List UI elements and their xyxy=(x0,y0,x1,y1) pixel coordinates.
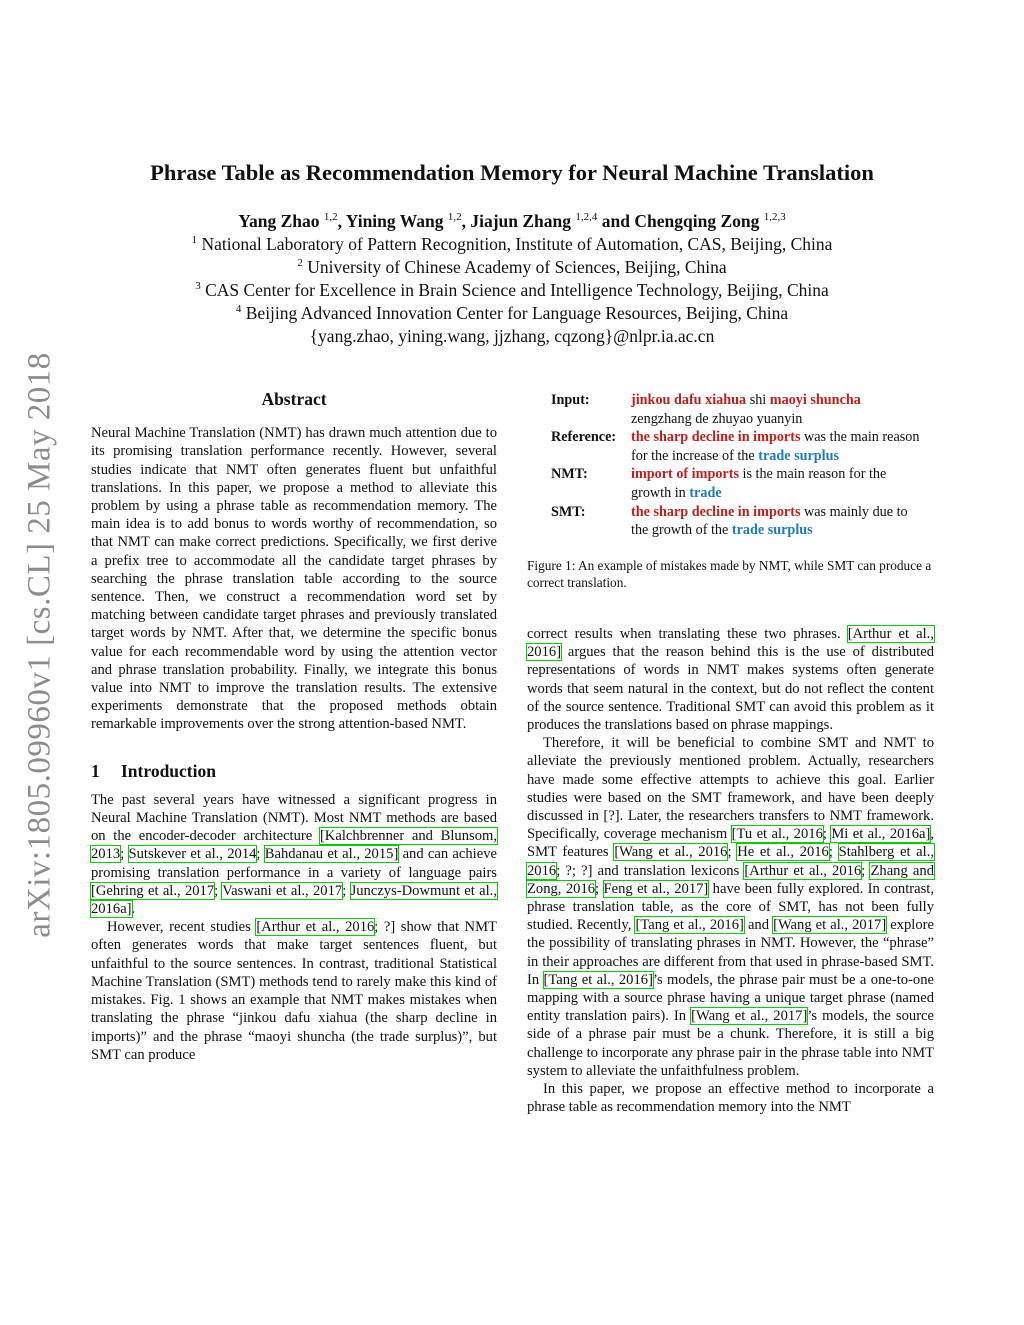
intro-paragraph: The past several years have witnessed a significant progress in Neural Machine Translation (NMT). Most NMT methods are based on the encoder-decoder architecture [Kalchbrenner and Blunsom, 2013; Sutskever et al., 2014; Bahdanau et al., 2015] and can achieve promising translation performance in a variety of language pairs [Gehring et al., 2017; Vaswani et al., 2017; Junczys-Dowmunt et al., 2016a]. xyxy=(91,791,497,918)
author-affil: 1,2,4 xyxy=(575,211,598,224)
arxiv-identifier-text: arXiv:1805.09960v1 [cs.CL] 25 May 2018 xyxy=(21,352,58,938)
author-name: Yang Zhao xyxy=(238,211,320,231)
author-names: Yang Zhao $^{1,2}$, Yining Wang $^{1,2}$, Jiajun Zhang $^{1,2,4}$ and Chengqing Zong $^{1,2,3}$ xyxy=(238,211,786,231)
intro-paragraph: However, recent studies [Arthur et al., 2016; ?] show that NMT often generates words that make target sentences fluent, but unfaithful to the source sentences. In contrast, traditional Statistical Machine Translation (SMT) methods tend to rarely make this kind of mistakes. Fig. 1 shows an example that NMT makes mistakes when translating the phrase “jinkou dafu xiahua (the sharp decline in imports)” and the phrase “maoyi shuncha (the trade surplus)”, but SMT can produce xyxy=(91,919,497,1063)
author-affil: 1,2,3 xyxy=(763,211,786,224)
section-number: 1 xyxy=(91,760,100,781)
citation-link[interactable]: Vaswani et al., 2017 xyxy=(222,882,343,899)
figure-label: NMT: xyxy=(551,466,588,483)
affiliation: $^3$ CAS Center for Excellence in Brain Science and Intelligence Technology, Beijing, China xyxy=(195,280,829,300)
author-block xyxy=(80,210,944,348)
citation-link[interactable]: Junczys-Dowmunt et al., 2016a] xyxy=(91,882,497,918)
author-name: Chengqing Zong xyxy=(634,211,760,231)
citation-link[interactable]: Stahlberg et al., 2016 xyxy=(527,844,935,879)
citation-link[interactable]: [Wang et al., 2017] xyxy=(691,1008,808,1025)
author-conjunction: and xyxy=(601,211,630,231)
body-paragraph: correct results when translating these two phrases. [Arthur et al., 2016] argues that the reason behind this is the use of distributed representations of words in NMT makes systems often generate words that seem natural in the context, but do not reflect the content of the source sentence. Traditional SMT can avoid this problem as it produces the translations based on phrase mappings. xyxy=(527,626,934,734)
citation-link[interactable]: [Tang et al., 2016] xyxy=(543,971,653,988)
figure-1 xyxy=(551,391,921,540)
figure-row-reference: Reference: the sharp decline in imports was the main reason for the increase of the trade surplus xyxy=(551,429,920,464)
author-name: Jiajun Zhang xyxy=(470,211,572,231)
affiliation: $^2$ University of Chinese Academy of Sciences, Beijing, China xyxy=(297,257,727,277)
figure-label: Input: xyxy=(551,392,590,408)
section-heading xyxy=(91,762,497,780)
citation-link[interactable]: [Kalchbrenner and Blunsom, 2013 xyxy=(91,828,497,863)
citation-link[interactable]: [Arthur et al., 2016] xyxy=(527,626,934,661)
abstract-body: Neural Machine Translation (NMT) has drawn much attention due to its promising translation performance recently. However, several studies indicate that NMT often generates fluent but unfaithful translations. In this paper, we propose a method to alleviate this problem by using a phrase table as recommendation memory. The main idea is to add bonus to words worthy of recommendation, so that NMT can make correct predictions. Specifically, we first derive a prefix tree to accommodate all the candidate target phrases by searching the phrase translation table according to the source sentence. Then, we construct a recommendation word set by matching between candidate target phrases and previously translated target words by NMT. After that, we determine the specific bonus value for each recommendable word by using the attention vector and phrase translation probability. Finally, we integrate this bonus value into NMT to improve the translation results. The extensive experiments demonstrate that the proposed methods obtain remarkable improvements over the strong attention-based NMT. xyxy=(91,425,497,733)
author-emails: {yang.zhao, yining.wang, jjzhang, cqzong}@nlpr.ia.ac.cn xyxy=(309,326,715,346)
figure-caption: Figure 1: An example of mistakes made by NMT, while SMT can produce a correct translation. xyxy=(527,558,932,590)
figure-label: Reference: xyxy=(551,429,617,446)
figure-row-nmt: NMT: import of imports is the main reason for the growth in trade xyxy=(551,466,887,501)
citation-link[interactable]: Bahdanau et al., 2015] xyxy=(264,846,399,863)
citation-link[interactable]: [Arthur et al., 2016 xyxy=(256,919,375,936)
arxiv-identifier xyxy=(10,340,70,950)
citation-link[interactable]: Zhang and Zong, 2016 xyxy=(527,862,935,897)
section-title: Introduction xyxy=(121,760,216,781)
citation-link[interactable]: Feng et al., 2017] xyxy=(603,880,709,897)
citation-link[interactable]: He et al., 2016 xyxy=(737,844,829,861)
citation-link[interactable]: [Arthur et al., 2016 xyxy=(744,862,862,879)
figure-row-input: Input: jinkou dafu xiahua shi maoyi shuncha zengzhang de zhuyao yuanyin xyxy=(551,392,861,427)
left-column xyxy=(91,390,497,1064)
citation-link[interactable]: [Tu et al., 2016 xyxy=(731,826,823,843)
body-paragraph: Therefore, it will be beneficial to combine SMT and NMT to alleviate the previously mentioned problem. Actually, researchers have made some effective attempts to achieve this goal. Earlier studies were based on the SMT framework, and have been deeply discussed in [?]. Later, the researchers transfers to NMT framework. Specifically, coverage mechanism [Tu et al., 2016; Mi et al., 2016a], SMT features [Wang et al., 2016; He et al., 2016; Stahlberg et al., 2016; ?; ?] and translation lexicons [Arthur et al., 2016; Zhang and Zong, 2016; Feng et al., 2017] have been fully explored. In contrast, phrase translation table, as the core of SMT, has not been fully studied. Recently, [Tang et al., 2016] and [Wang et al., 2017] explore the possibility of translating phrases in NMT. However, the “phrase” in their approaches are different from that used in phrase-based SMT. In [Tang et al., 2016]’s models, the phrase pair must be a one-to-one mapping with a source phrase having a unique target phrase (named entity translation pairs). In [Wang et al., 2017]’s models, the source side of a phrase pair must be a chunk. Therefore, it is still a big challenge to incorporate any phrase pair in the phrase table into NMT system to alleviate the unfaithfulness problem. xyxy=(527,735,935,1079)
citation-link[interactable]: [Gehring et al., 2017 xyxy=(91,882,215,899)
right-column xyxy=(527,625,934,1116)
abstract-heading: Abstract xyxy=(261,389,327,409)
author-name: Yining Wang xyxy=(345,211,444,231)
citation-link[interactable]: [Wang et al., 2016 xyxy=(614,844,728,861)
citation-link[interactable]: Mi et al., 2016a] xyxy=(831,826,931,843)
paper-title: Phrase Table as Recommendation Memory for Neural Machine Translation xyxy=(150,160,874,185)
figure-label: SMT: xyxy=(551,503,586,520)
author-affil: 1,2 xyxy=(447,211,462,224)
figure-row-smt: SMT: the sharp decline in imports was mainly due to the growth of the trade surplus xyxy=(551,503,908,539)
citation-link[interactable]: [Wang et al., 2017] xyxy=(773,917,887,934)
author-affil: 1,2 xyxy=(323,211,338,224)
affiliation: $^1$ National Laboratory of Pattern Recognition, Institute of Automation, CAS, Beijing, China xyxy=(191,234,833,254)
body-paragraph: In this paper, we propose an effective method to incorporate a phrase table as recommendation memory into the NMT xyxy=(527,1081,934,1116)
affiliation: $^4$ Beijing Advanced Innovation Center for Language Resources, Beijing, China xyxy=(235,303,789,323)
citation-link[interactable]: Sutskever et al., 2014 xyxy=(128,846,257,863)
citation-link[interactable]: [Tang et al., 2016] xyxy=(635,917,744,934)
